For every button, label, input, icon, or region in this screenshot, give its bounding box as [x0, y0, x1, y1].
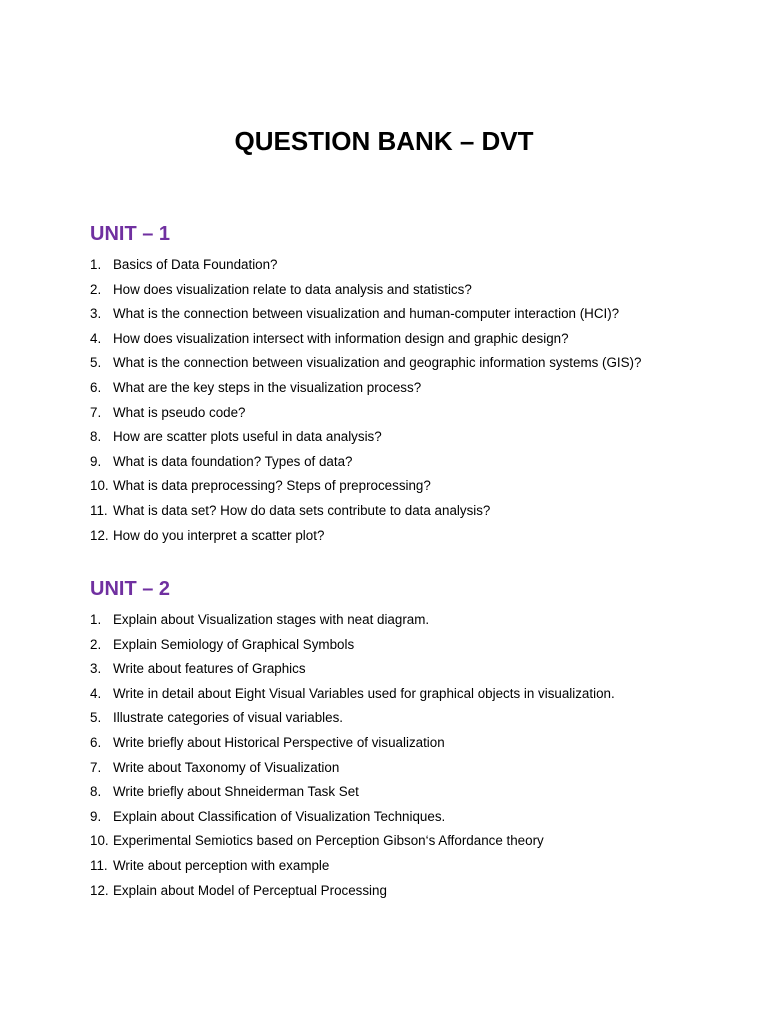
question-number: 7. — [90, 404, 102, 420]
question-number: 8. — [90, 784, 102, 800]
question-number: 10. — [90, 478, 109, 494]
question-number: 9. — [90, 808, 102, 824]
question-number: 5. — [90, 355, 102, 371]
question-number: 4. — [90, 330, 102, 346]
unit-2-heading: UNIT – 2 — [90, 578, 171, 600]
list-item — [90, 428, 641, 453]
question-number: 12. — [90, 527, 109, 543]
list-item — [90, 404, 641, 429]
unit-1-question-list — [90, 256, 641, 551]
question-number: 3. — [90, 306, 102, 322]
question-number: 10. — [90, 833, 109, 849]
question-text: What is data set? How do data sets contribute to data analysis? — [113, 502, 491, 518]
question-text: Write briefly about Historical Perspective of visualization — [113, 734, 445, 750]
question-number: 8. — [90, 429, 102, 445]
question-text: Basics of Data Foundation? — [113, 257, 278, 272]
question-number: 11. — [90, 502, 108, 518]
question-text: What is the connection between visualization and geographic information systems (GIS)? — [113, 355, 642, 371]
list-item — [90, 857, 615, 882]
list-item — [90, 527, 641, 552]
question-number: 6. — [90, 379, 102, 395]
list-item — [90, 636, 615, 661]
unit-2-question-list — [90, 611, 615, 906]
list-item — [90, 256, 641, 281]
list-item — [90, 379, 641, 404]
question-text: Explain about Visualization stages with neat diagram. — [113, 612, 430, 627]
list-item — [90, 832, 615, 857]
question-number: 12. — [90, 882, 109, 898]
list-item — [90, 281, 641, 306]
list-item — [90, 502, 641, 527]
question-text: How does visualization relate to data analysis and statistics? — [113, 281, 472, 297]
question-number: 2. — [90, 636, 102, 652]
question-text: What is the connection between visualization and human-computer interaction (HCI)? — [113, 306, 620, 322]
question-text: What is pseudo code? — [113, 404, 246, 420]
question-text: Write in detail about Eight Visual Variables used for graphical objects in visualization. — [113, 685, 615, 701]
list-item — [90, 734, 615, 759]
question-text: Illustrate categories of visual variables. — [113, 710, 343, 726]
list-item — [90, 783, 615, 808]
question-number: 5. — [90, 710, 102, 726]
question-text: What is data foundation? Types of data? — [113, 453, 353, 469]
question-text: What is data preprocessing? Steps of preprocessing? — [113, 478, 431, 494]
list-item — [90, 808, 615, 833]
list-item — [90, 882, 615, 907]
question-text: Explain Semiology of Graphical Symbols — [113, 636, 355, 652]
list-item — [90, 354, 641, 379]
question-number: 3. — [90, 661, 102, 677]
question-number: 7. — [90, 759, 102, 775]
question-text: How are scatter plots useful in data analysis? — [113, 429, 382, 445]
list-item — [90, 305, 641, 330]
list-item — [90, 477, 641, 502]
question-text: Write about Taxonomy of Visualization — [113, 759, 340, 775]
question-text: What are the key steps in the visualization process? — [113, 379, 422, 395]
question-text: Write about perception with example — [113, 857, 330, 873]
question-text: Write briefly about Shneiderman Task Set — [113, 784, 359, 800]
question-number: 6. — [90, 734, 102, 750]
question-text: How do you interpret a scatter plot? — [113, 527, 325, 543]
question-number: 1. — [90, 612, 102, 627]
list-item — [90, 759, 615, 784]
question-number: 4. — [90, 685, 102, 701]
question-text: Write about features of Graphics — [113, 661, 306, 677]
question-text: How does visualization intersect with information design and graphic design? — [113, 330, 569, 346]
list-item — [90, 330, 641, 355]
list-item — [90, 611, 615, 636]
list-item — [90, 660, 615, 685]
list-item — [90, 453, 641, 478]
unit-1-heading: UNIT – 1 — [90, 223, 171, 245]
question-text: Explain about Classification of Visualization Techniques. — [113, 808, 446, 824]
list-item — [90, 709, 615, 734]
question-number: 2. — [90, 281, 102, 297]
question-text: Experimental Semiotics based on Perception Gibson‘s Affordance theory — [113, 833, 544, 849]
list-item — [90, 685, 615, 710]
question-number: 9. — [90, 453, 102, 469]
question-number: 11. — [90, 857, 108, 873]
page-title: QUESTION BANK – DVT — [234, 126, 534, 156]
question-number: 1. — [90, 257, 102, 272]
question-text: Explain about Model of Perceptual Processing — [113, 882, 387, 898]
